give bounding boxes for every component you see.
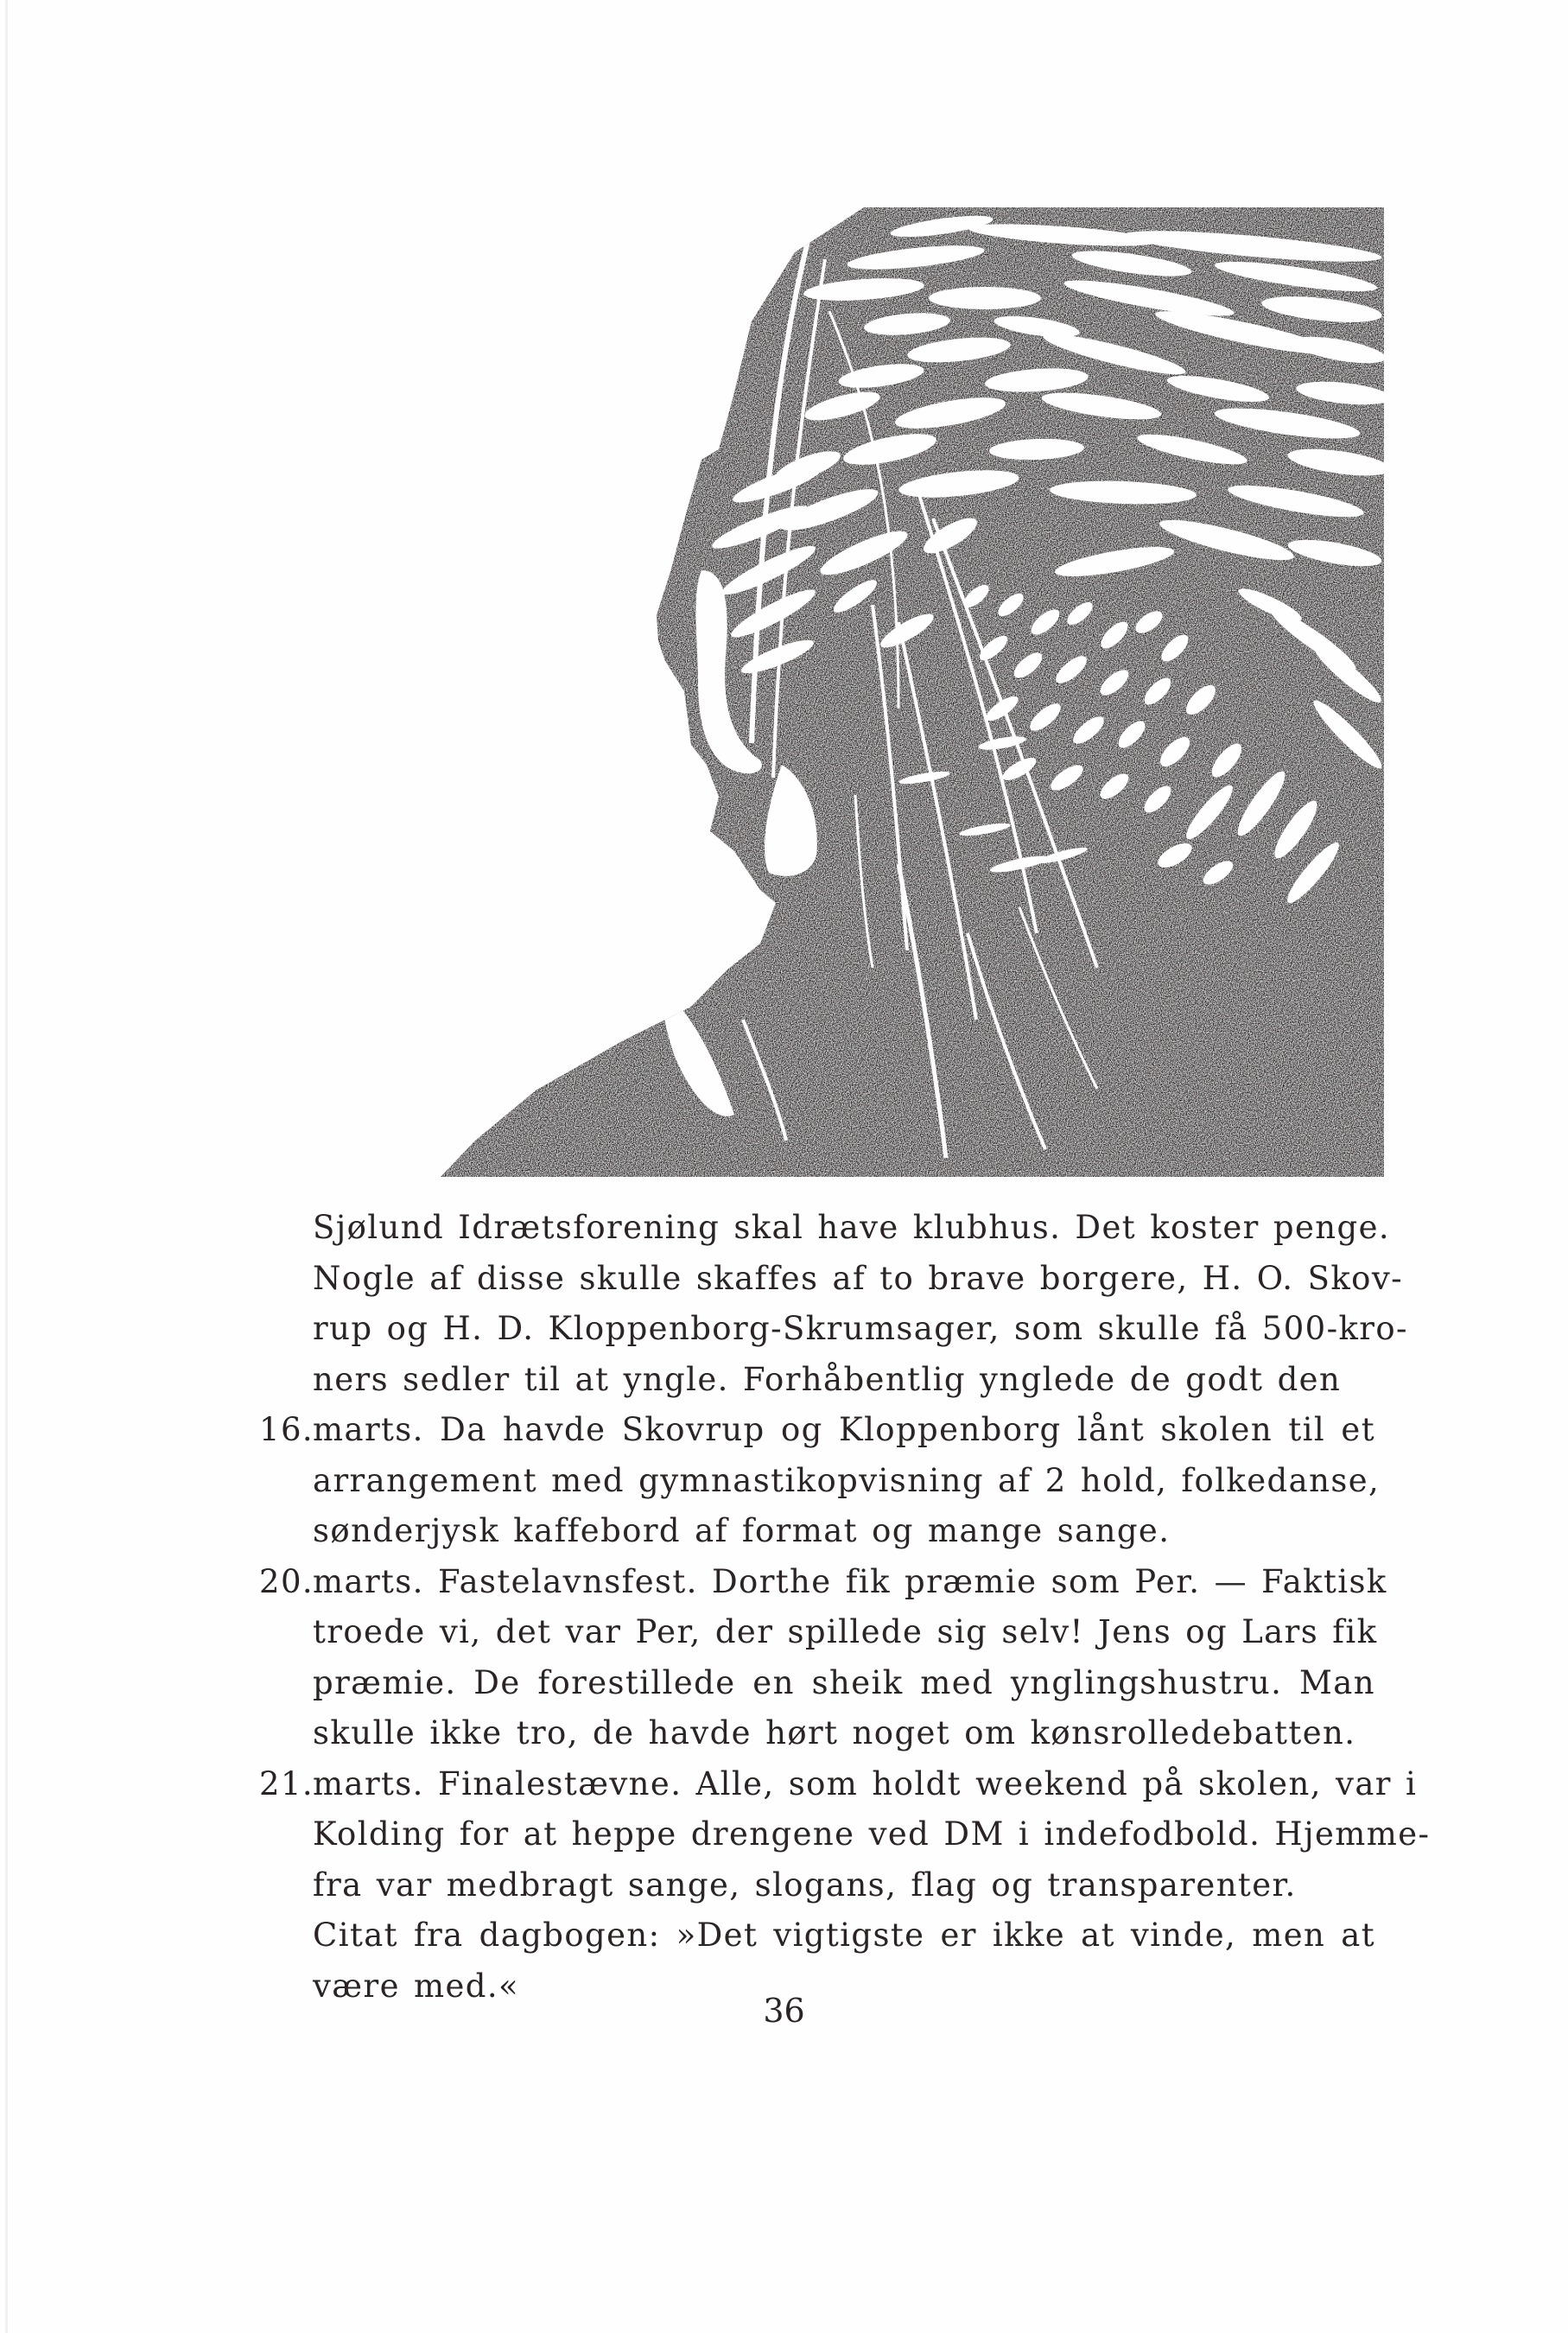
text-line: marts. Fastelavnsfest. Dorthe fik præmie som Per. — Faktisk (313, 1562, 1387, 1600)
text-line: fra var medbragt sange, slogans, flag og transparenter. (313, 1866, 1297, 1904)
dated-entry-line (259, 1405, 1375, 1456)
text-line: Kolding for at heppe drengene ved DM i indefodbold. Hjemme- (313, 1815, 1431, 1853)
dated-entry-line (259, 1759, 1418, 1810)
entry-date-number: 21. (259, 1764, 314, 1802)
text-line: sønderjysk kaffebord af format og mange sange. (313, 1512, 1171, 1549)
text-line: marts. Da havde Skovrup og Kloppenborg lånt skolen til et (313, 1411, 1375, 1448)
page-number: 36 (763, 1992, 805, 2030)
diary-text-body (259, 1203, 1431, 2012)
text-line: troede vi, det var Per, der spillede sig selv! Jens og Lars fik (313, 1613, 1378, 1650)
text-line: skulle ikke tro, de havde hørt noget om kønsrolledebatten. (313, 1714, 1356, 1751)
dated-entry-line (259, 1557, 1387, 1608)
quote-line: Citat fra dagbogen: »Det vigtigste er ikke at vinde, men at (313, 1917, 1375, 1954)
quote-line: være med.« (313, 1967, 520, 2005)
entry-date-number: 20. (259, 1562, 314, 1600)
text-line: ners sedler til at yngle. Forhåbentlig ynglede de godt den (313, 1360, 1342, 1398)
text-line: Nogle af disse skulle skaffes af to brave borgere, H. O. Skov- (313, 1259, 1404, 1297)
entry-date-number: 16. (259, 1411, 314, 1448)
text-line: præmie. De forestillede en sheik med ynglingshustru. Man (313, 1663, 1375, 1701)
text-line: rup og H. D. Kloppenborg-Skrumsager, som skulle få 500-kro- (313, 1310, 1408, 1347)
text-line: marts. Finalestævne. Alle, som holdt weekend på skolen, var i (313, 1764, 1418, 1802)
text-line: Sjølund Idrætsforening skal have klubhus. Det koster penge. (313, 1209, 1391, 1246)
text-line: arrangement med gymnastikopvisning af 2 hold, folkedanse, (313, 1461, 1381, 1499)
